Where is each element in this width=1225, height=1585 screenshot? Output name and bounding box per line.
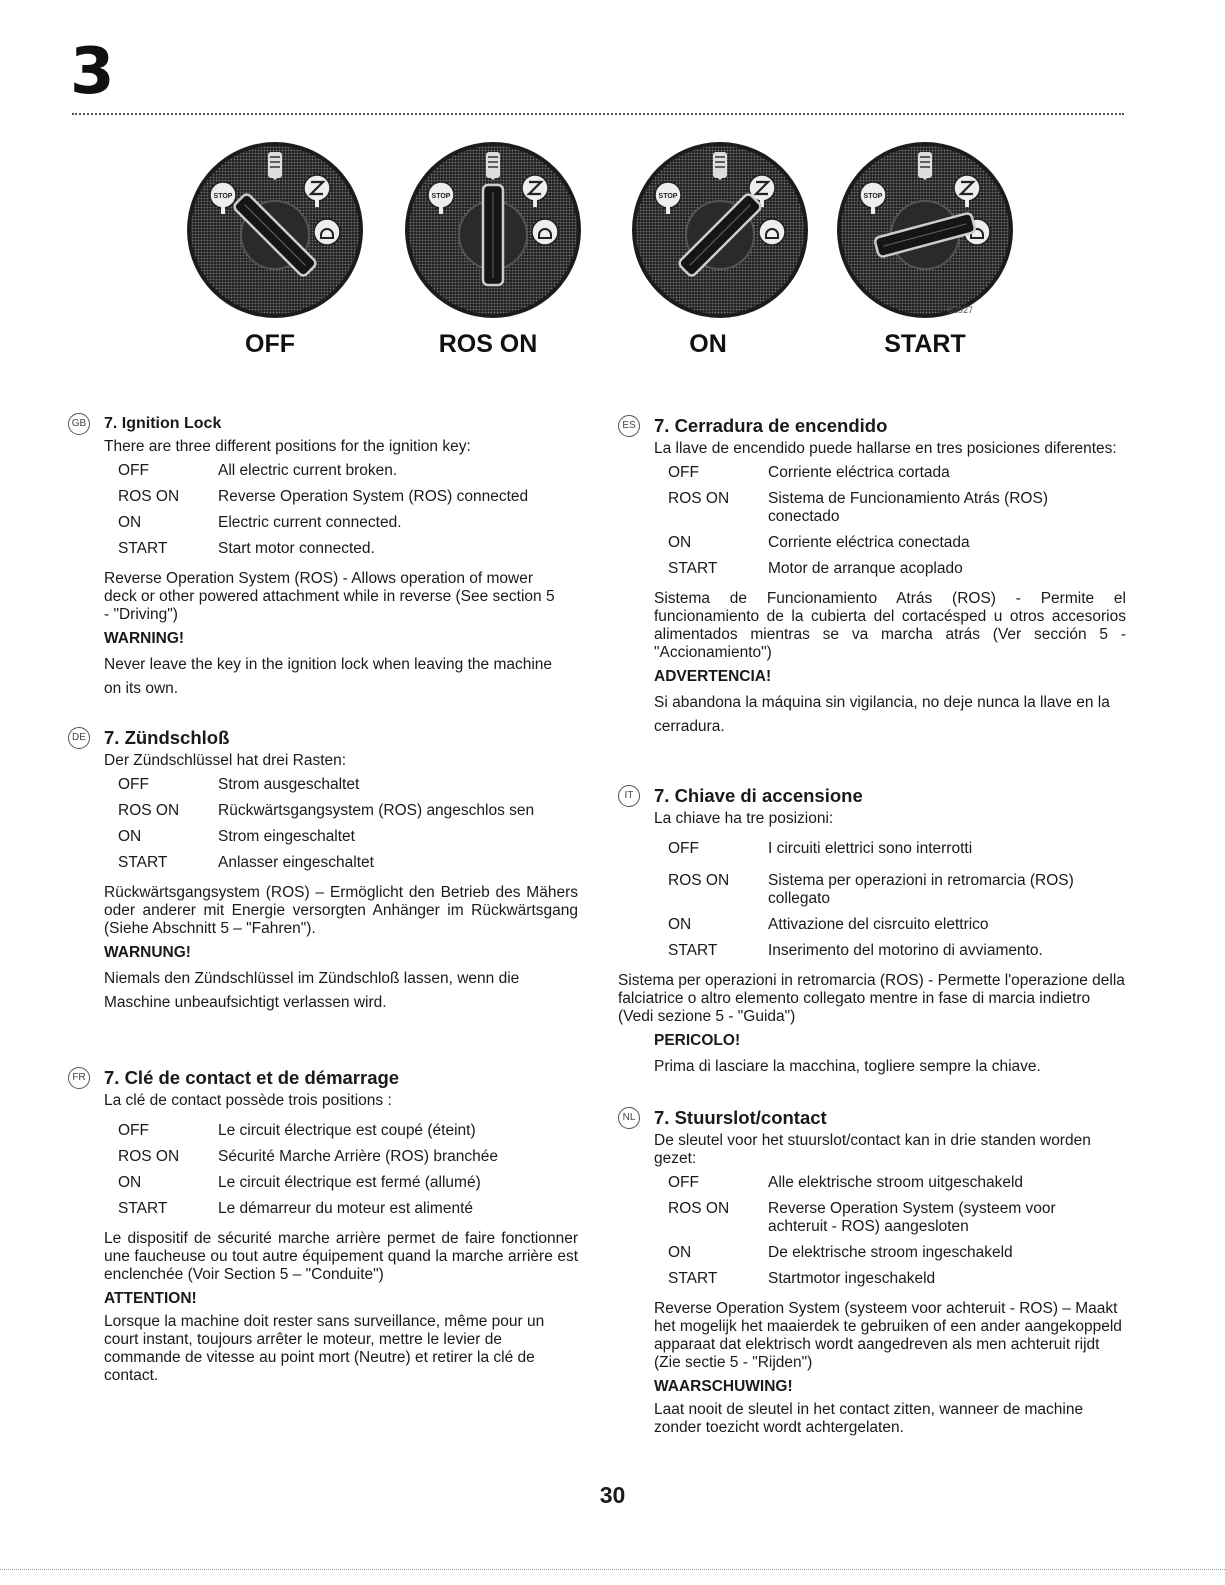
ros-description-it: Sistema per operazioni in retromarcia (ROS) - Permette l'operazione della falciatrice o altro elemento collegato mentre in fase di marcia indietro (Vedi sezione 5 - "Guida"): [618, 972, 1125, 1025]
positions-table-de: [118, 776, 548, 880]
warning-text-nl: Laat nooit de sleutel in het contact zitten, wanneer de machine zonder toezicht wordt achtergelaten.: [654, 1401, 1084, 1436]
position-key: ON: [118, 1174, 142, 1191]
language-badge-nl: NL: [618, 1107, 640, 1129]
position-key: ROS ON: [668, 490, 730, 507]
ignition-dial-off: [185, 140, 365, 320]
position-desc: Anlasser eingeschaltet: [218, 854, 374, 871]
warning-text-fr: Lorsque la machine doit rester sans surveillance, même pour un court instant, toujours arrêter le moteur, mettre le levier de commande de vitesse au point mort (Neutre) et retirer la clé de contact.: [104, 1313, 545, 1384]
position-desc: Reverse Operation System (ROS) connected: [218, 488, 529, 505]
svg-text:STOP: STOP: [863, 193, 883, 200]
intro-text-es: La llave de encendido puede hallarse en tres posiciones diferentes:: [654, 440, 1117, 457]
section-it: [618, 785, 1126, 1079]
intro-text-de: Der Zündschlüssel hat drei Rasten:: [104, 752, 347, 769]
position-key: OFF: [118, 1122, 149, 1139]
warning-label-fr: ATTENTION!: [104, 1290, 197, 1307]
section-title-nl: 7. Stuurslot/contact: [654, 1107, 827, 1128]
warning-label-es: ADVERTENCIA!: [654, 668, 772, 685]
svg-text:STOP: STOP: [213, 193, 233, 200]
section-es: [618, 415, 1126, 739]
position-key: ROS ON: [118, 1148, 180, 1165]
ros-symbol-icon: [268, 152, 282, 180]
position-desc: Start motor connected.: [218, 540, 375, 557]
position-desc: Corriente eléctrica conectada: [768, 534, 970, 551]
ignition-dial-ros-on: [403, 140, 583, 320]
position-key: START: [118, 1200, 168, 1217]
language-badge-de: DE: [68, 727, 90, 749]
position-desc: Strom eingeschaltet: [218, 828, 355, 845]
warning-text-de: Niemals den Zündschlüssel im Zündschloß lassen, wenn die Maschine unbeaufsichtigt verlassen wird.: [104, 970, 520, 1011]
svg-text:STOP: STOP: [431, 193, 451, 200]
warning-label-nl: WAARSCHUWING!: [654, 1378, 793, 1395]
warning-text-gb: Never leave the key in the ignition lock when leaving the machine on its own.: [104, 656, 553, 697]
warning-text-es: Si abandona la máquina sin vigilancia, no deje nunca la llave en la cerradura.: [654, 694, 1110, 735]
intro-text-it: La chiave ha tre posizioni:: [654, 810, 834, 827]
chapter-number: 3: [70, 35, 115, 109]
language-badge-fr: FR: [68, 1067, 90, 1089]
page-number: 30: [599, 1482, 626, 1508]
position-key: START: [118, 854, 168, 871]
ros-description-de: Rückwärtsgangsystem (ROS) – Ermöglicht den Betrieb des Mähers oder anderer mit Energie versorgten Anhänger im Rückwärtsgang (Siehe Abschnitt 5 – "Fahren").: [104, 884, 578, 937]
dial-caption-start: START: [884, 330, 966, 358]
ignition-dial-on: [630, 140, 810, 320]
section-title-fr: 7. Clé de contact et de démarrage: [104, 1067, 400, 1088]
ros-description-es: Sistema de Funcionamiento Atrás (ROS) - Permite el funcionamiento de la cubierta del cortacésped u otros accesorios alimentados mientras se va marcha atrás (Ver sección 5 - "Accionamiento"): [654, 590, 1126, 661]
positions-table-fr: [118, 1122, 498, 1226]
ros-description-fr: Le dispositif de sécurité marche arrière permet de faire fonctionner une faucheuse ou tout autre équipement quand la marche arrière est enclenchée (Voir Section 5 – "Conduite"): [104, 1230, 578, 1283]
figure-code: 02927: [948, 305, 974, 315]
intro-text-fr: La clé de contact possède trois positions :: [104, 1092, 392, 1109]
ros-symbol-icon: [713, 152, 727, 180]
intro-text-nl: De sleutel voor het stuurslot/contact kan in drie standen worden gezet:: [654, 1132, 1091, 1167]
header-rule: [72, 113, 1124, 115]
intro-text-gb: There are three different positions for the ignition key:: [104, 438, 471, 455]
position-desc: Alle elektrische stroom uitgeschakeld: [768, 1174, 1024, 1191]
position-desc: Le circuit électrique est coupé (éteint): [218, 1122, 476, 1139]
section-de: [68, 727, 578, 1015]
dial-caption-ros-on: ROS ON: [438, 330, 538, 358]
position-desc: Electric current connected.: [218, 514, 402, 531]
position-desc: Startmotor ingeschakeld: [768, 1270, 936, 1287]
position-desc: Reverse Operation System (systeem voor achteruit - ROS) aangesloten: [768, 1200, 1056, 1235]
position-key: ON: [118, 514, 142, 531]
ignition-dial-start: [835, 140, 1015, 320]
position-key: ON: [668, 1244, 692, 1261]
position-desc: I circuiti elettrici sono interrotti: [768, 840, 973, 857]
position-key: ROS ON: [668, 1200, 730, 1217]
start-symbol-icon: [314, 219, 340, 245]
position-key: ON: [668, 916, 692, 933]
position-desc: Sistema per operazioni in retromarcia (ROS) collegato: [768, 872, 1074, 907]
warning-label-gb: WARNING!: [104, 630, 185, 647]
position-key: ON: [668, 534, 692, 551]
start-symbol-icon: [532, 219, 558, 245]
position-key: OFF: [668, 1174, 699, 1191]
positions-table-nl: [668, 1174, 1108, 1296]
position-key: OFF: [118, 462, 149, 479]
position-desc: Le circuit électrique est fermé (allumé): [218, 1174, 481, 1191]
positions-table-gb: [118, 462, 528, 566]
section-gb: [68, 413, 558, 701]
warning-label-de: WARNUNG!: [104, 944, 191, 961]
warning-text-it: Prima di lasciare la macchina, togliere sempre la chiave.: [654, 1058, 1041, 1075]
section-title-it: 7. Chiave di accensione: [654, 785, 863, 806]
dial-caption-on: ON: [689, 330, 727, 358]
position-key: OFF: [118, 776, 149, 793]
section-fr: [68, 1067, 578, 1385]
dial-caption-off: OFF: [245, 330, 295, 358]
position-key: ROS ON: [118, 802, 180, 819]
footer-rule: [0, 1569, 1225, 1570]
positions-table-es: [668, 464, 1098, 586]
language-badge-it: IT: [618, 785, 640, 807]
position-key: START: [118, 540, 168, 557]
position-desc: Rückwärtsgangsystem (ROS) angeschlos sen: [218, 802, 535, 819]
position-desc: Attivazione del cisrcuito elettrico: [768, 916, 989, 933]
section-title-gb: 7. Ignition Lock: [104, 415, 222, 432]
position-key: OFF: [668, 840, 699, 857]
language-badge-es: ES: [618, 415, 640, 437]
svg-text:STOP: STOP: [658, 193, 678, 200]
position-desc: Sécurité Marche Arrière (ROS) branchée: [218, 1148, 498, 1165]
position-desc: Motor de arranque acoplado: [768, 560, 963, 577]
positions-table-it: [668, 840, 1078, 968]
ros-description-nl: Reverse Operation System (systeem voor achteruit - ROS) – Maakt het mogelijk het maaierdek te gebruiken of een ander aangekoppeld apparaat dat elektrisch wordt aangedreven als men achteruit rijdt (Zie sectie 5 - "Rijden"): [654, 1300, 1122, 1371]
key-lever: [483, 185, 503, 285]
position-desc: All electric current broken.: [218, 462, 398, 479]
position-desc: Sistema de Funcionamiento Atrás (ROS) conectado: [768, 490, 1048, 525]
position-key: START: [668, 942, 718, 959]
position-desc: Strom ausgeschaltet: [218, 776, 360, 793]
position-desc: Le démarreur du moteur est alimenté: [218, 1200, 474, 1217]
start-symbol-icon: [759, 219, 785, 245]
position-key: START: [668, 560, 718, 577]
ros-symbol-icon: [486, 152, 500, 180]
section-title-de: 7. Zündschloß: [104, 727, 230, 748]
section-nl: [618, 1107, 1126, 1437]
position-desc: De elektrische stroom ingeschakeld: [768, 1244, 1013, 1261]
section-title-es: 7. Cerradura de encendido: [654, 415, 888, 436]
position-key: ROS ON: [668, 872, 730, 889]
position-key: START: [668, 1270, 718, 1287]
ros-symbol-icon: [918, 152, 932, 180]
warning-label-it: PERICOLO!: [654, 1032, 741, 1049]
ros-description-gb: Reverse Operation System (ROS) - Allows operation of mower deck or other powered attachment while in reverse (See section 5 - "Driving"): [104, 570, 555, 623]
language-badge-gb: GB: [68, 413, 90, 435]
position-desc: Inserimento del motorino di avviamento.: [768, 942, 1043, 959]
position-key: OFF: [668, 464, 699, 481]
position-desc: Corriente eléctrica cortada: [768, 464, 950, 481]
position-key: ON: [118, 828, 142, 845]
position-key: ROS ON: [118, 488, 180, 505]
